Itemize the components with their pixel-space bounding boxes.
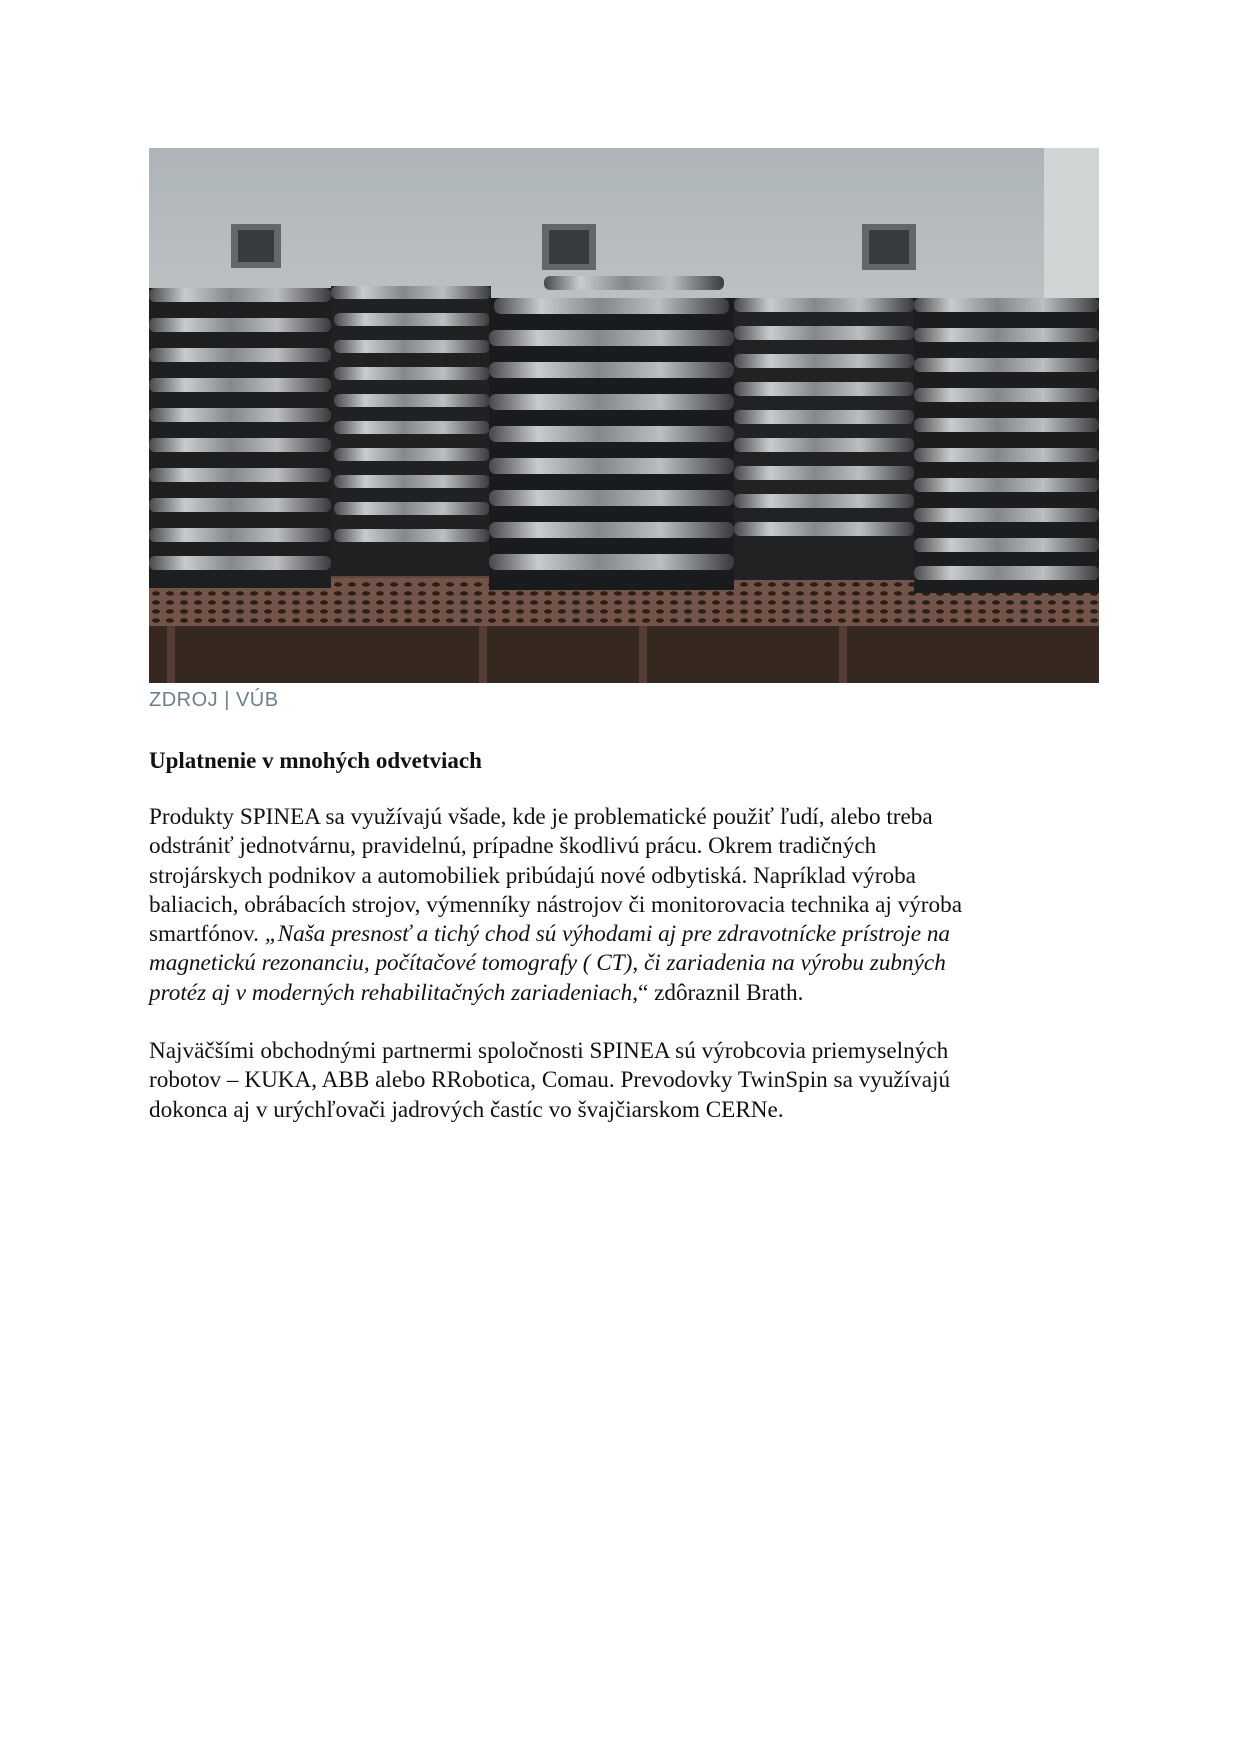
paragraph-line: odstrániť jednotvárnu, pravidelnú, prípadne škodlivú prácu. Okrem tradičných [149, 833, 877, 860]
paragraph-line [149, 979, 1099, 1008]
paragraph-line: Produkty SPINEA sa využívajú všade, kde je problematické použiť ľudí, alebo treba [149, 804, 933, 830]
quote-span: „Naša presnosť a tichý chod sú výhodami aj pre zdravotnícke prístroje na [264, 921, 951, 948]
document-page [149, 148, 1099, 1125]
paragraph-line: baliacich, obrábacích strojov, výmenníky nástrojov či monitorovacia technika aj výroba [149, 891, 963, 918]
quote-span: protéz aj v moderných rehabilitačných zariadeniach [149, 979, 633, 1006]
quote-span: magnetickú rezonanciu, počítačové tomografy ( CT), či zariadenia na výrobu zubných [149, 950, 946, 977]
image-caption: ZDROJ | VÚB [149, 689, 279, 711]
paragraph-line: robotov – KUKA, ABB alebo RRobotica, Comau. Prevodovky TwinSpin sa využívajú [149, 1067, 951, 1094]
gear-stacks-photo [149, 148, 1099, 683]
paragraph-line: Najväčšími obchodnými partnermi spoločnosti SPINEA sú výrobcovia priemyselných [149, 1038, 949, 1065]
section-heading: Uplatnenie v mnohých odvetviach [149, 748, 482, 773]
text-span: smartfónov. [149, 921, 265, 948]
paragraph-line [149, 949, 1099, 978]
paragraph-partners [149, 1037, 1099, 1125]
paragraph-line: strojárskych podnikov a automobiliek pribúdajú nové odbytiská. Napríklad výroba [149, 862, 916, 889]
text-span: ,“ zdôraznil Brath. [632, 979, 804, 1006]
paragraph-products [149, 803, 1099, 1008]
paragraph-line: dokonca aj v urýchľovači jadrových častíc vo švajčiarskom CERNe. [149, 1096, 784, 1123]
paragraph-line [149, 920, 1099, 949]
